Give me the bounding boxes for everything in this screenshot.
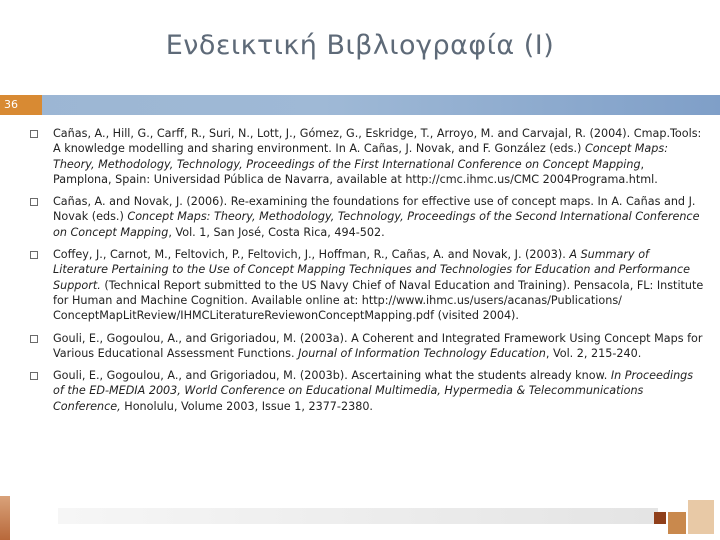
footer-bar [58, 508, 658, 524]
reference-item [30, 194, 705, 240]
decorative-square-dark [654, 512, 666, 524]
reference-text: Honolulu, Volume 2003, Issue 1, 2377-2380. [120, 399, 373, 413]
slide-number: 36 [0, 95, 42, 115]
square-bullet-icon [30, 198, 38, 206]
decorative-square-light [688, 500, 714, 534]
square-bullet-icon [30, 130, 38, 138]
reference-item [30, 331, 705, 362]
left-accent-decoration [0, 496, 10, 540]
square-bullet-icon [30, 372, 38, 380]
reference-text: Coffey, J., Carnot, M., Feltovich, P., Feltovich, J., Hoffman, R., Cañas, A. and Novak, J. (2003). [53, 248, 570, 262]
reference-item [30, 247, 705, 323]
reference-list [30, 126, 705, 421]
reference-text: Cañas, A., Hill, G., Carff, R., Suri, N., Lott, J., Gómez, G., Eskridge, T., Arroyo, M. and Carvajal, R. (2004). Cmap.Tools: A knowledge modelling and sharing environment. In A. Cañas, J. Novak, and F. González (eds.) [53, 127, 702, 156]
reference-text: , Vol. 2, 215-240. [545, 346, 642, 360]
reference-text: Gouli, E., Gogoulou, A., and Grigoriadou, M. (2003a). A Coherent and Integrated Framework Using Concept Maps for Various Educational Assessment Functions. [53, 331, 703, 360]
reference-text: Cañas, A. and Novak, J. (2006). Re-examining the foundations for effective use of concept maps. In A. Cañas and J. Novak (eds.) [53, 195, 696, 224]
slide-title: Ενδεικτική Βιβλιογραφία (Ι) [165, 30, 555, 61]
square-bullet-icon [30, 335, 38, 343]
reference-text: (Technical Report submitted to the US Navy Chief of Naval Education and Training). Pensacola, FL: Institute for Human and Machine Cognition. Available online at: http://www.ihmc.us/users/acanas/Publications/ ConceptMapLitReview/IHMCLiteratureReviewonConceptMapping.pdf (visited 2004). [53, 278, 704, 323]
reference-italic-text: In Proceedings of the ED-MEDIA 2003, World Conference on Educational Multimedia, Hypermedia & Telecommunications Conference, [53, 369, 694, 413]
reference-item [30, 126, 705, 187]
square-bullet-icon [30, 251, 38, 259]
reference-text: , Vol. 1, San José, Costa Rica, 494-502. [168, 225, 385, 239]
reference-italic-text: Journal of Information Technology Education [298, 346, 546, 360]
reference-text: , Pamplona, Spain: Universidad Pública de Navarra, available at http://cmc.ihmc.us/CMC 2004Programa.html. [53, 157, 658, 186]
title-divider-bar [0, 95, 720, 115]
decorative-square-mid [668, 512, 686, 534]
reference-italic-text: A Summary of Literature Pertaining to the Use of Concept Mapping Techniques and Technologies for Education and Performance Support. [53, 248, 691, 292]
reference-italic-text: Concept Maps: Theory, Methodology, Technology, Proceedings of the Second International Conference on Concept Mapping [53, 210, 700, 239]
reference-text: Gouli, E., Gogoulou, A., and Grigoriadou, M. (2003b). Ascertaining what the students already know. [53, 369, 611, 383]
reference-italic-text: Concept Maps: Theory, Methodology, Technology, Proceedings of the First International Conference on Concept Mapping [53, 142, 668, 171]
reference-item [30, 368, 705, 414]
